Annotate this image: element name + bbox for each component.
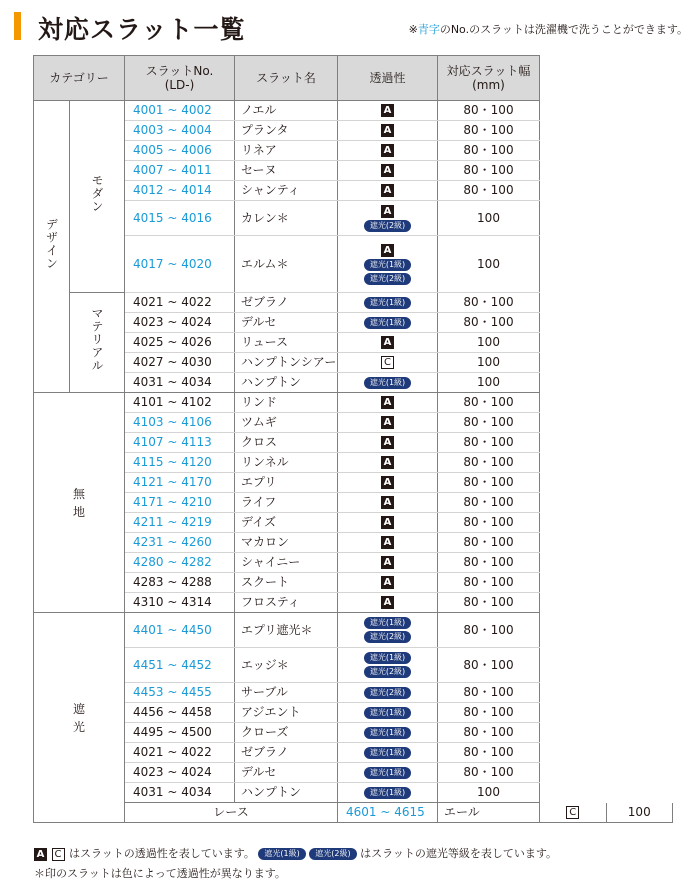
slat-name: マカロン xyxy=(235,533,338,553)
transmit-cell xyxy=(338,723,438,743)
slat-width: 100 xyxy=(438,783,540,803)
transmit-cell xyxy=(338,613,438,648)
table-row xyxy=(34,373,673,393)
slat-table xyxy=(33,55,673,823)
slat-name: エルム＊ xyxy=(235,236,338,293)
shade-grade1-badge: 遮光(1級) xyxy=(364,727,411,739)
table-row xyxy=(34,683,673,703)
transmit-cell xyxy=(338,161,438,181)
table-row xyxy=(34,743,673,763)
slat-width: 80・100 xyxy=(438,593,540,613)
transmit-cell xyxy=(338,293,438,313)
slat-width: 80・100 xyxy=(438,433,540,453)
slat-name: エール xyxy=(438,803,540,823)
shade-grade1-badge: 遮光(1級) xyxy=(364,377,411,389)
transmit-a-icon: A xyxy=(381,104,394,117)
category-lace: レース xyxy=(125,803,338,823)
transmit-cell xyxy=(338,703,438,723)
slat-width: 80・100 xyxy=(438,573,540,593)
header-slat-name: スラット名 xyxy=(235,56,338,101)
transmit-cell xyxy=(338,433,438,453)
slat-width: 100 xyxy=(438,236,540,293)
slat-width: 80・100 xyxy=(438,393,540,413)
transmit-a-icon: A xyxy=(381,244,394,257)
slat-width: 100 xyxy=(438,353,540,373)
transmit-cell xyxy=(338,181,438,201)
slat-no: 4601 ~ 4615 xyxy=(338,803,438,823)
slat-width: 100 xyxy=(438,333,540,353)
page-header xyxy=(6,6,696,44)
transmit-cell xyxy=(338,313,438,333)
legend-line-1: A C はスラットの透過性を表しています。 遮光(1級) 遮光(2級) はスラットの遮光等級を表しています。 xyxy=(34,845,557,861)
slat-name: ライフ xyxy=(235,493,338,513)
slat-name: リンド xyxy=(235,393,338,413)
header-slat-no: スラットNo. (LD-) xyxy=(125,56,235,101)
slat-name: カレン＊ xyxy=(235,201,338,236)
transmit-a-icon: A xyxy=(381,336,394,349)
slat-no: 4103 ~ 4106 xyxy=(125,413,235,433)
transmit-a-icon: A xyxy=(381,184,394,197)
table-row xyxy=(34,393,673,413)
slat-name: リンネル xyxy=(235,453,338,473)
table-row xyxy=(34,353,673,373)
slat-width: 80・100 xyxy=(438,293,540,313)
table-row xyxy=(34,161,673,181)
slat-no: 4231 ~ 4260 xyxy=(125,533,235,553)
slat-width: 80・100 xyxy=(438,763,540,783)
slat-no: 4451 ~ 4452 xyxy=(125,648,235,683)
transmit-a-icon: A xyxy=(381,416,394,429)
transmit-cell xyxy=(338,121,438,141)
table-row xyxy=(34,553,673,573)
slat-no: 4283 ~ 4288 xyxy=(125,573,235,593)
slat-no: 4012 ~ 4014 xyxy=(125,181,235,201)
slat-name: フロスティ xyxy=(235,593,338,613)
washable-note: ※青字のNo.のスラットは洗濯機で洗うことができます。 xyxy=(408,23,688,36)
transmit-a-icon: A xyxy=(381,396,394,409)
title-accent-bar xyxy=(14,12,21,40)
slat-width: 80・100 xyxy=(438,101,540,121)
slat-width: 100 xyxy=(438,373,540,393)
transmit-a-icon: A xyxy=(381,536,394,549)
shade-grade2-badge: 遮光(2級) xyxy=(364,631,411,643)
header-width: 対応スラット幅 (mm) xyxy=(438,56,540,101)
slat-no: 4015 ~ 4016 xyxy=(125,201,235,236)
transmit-cell xyxy=(540,803,607,823)
slat-name: プランタ xyxy=(235,121,338,141)
transmit-a-icon: A xyxy=(381,456,394,469)
transmit-a-icon: A xyxy=(381,205,394,218)
slat-name: サーブル xyxy=(235,683,338,703)
transmit-cell xyxy=(338,743,438,763)
slat-name: ハンプトン xyxy=(235,373,338,393)
note-blue-word: 青字 xyxy=(417,23,440,36)
slat-no: 4115 ~ 4120 xyxy=(125,453,235,473)
transmit-cell xyxy=(338,533,438,553)
table-row xyxy=(34,803,673,823)
slat-width: 80・100 xyxy=(438,313,540,333)
transmit-cell xyxy=(338,648,438,683)
table-row xyxy=(34,293,673,313)
shade-grade1-badge: 遮光(1級) xyxy=(364,652,411,664)
slat-width: 80・100 xyxy=(438,648,540,683)
table-row xyxy=(34,648,673,683)
table-row xyxy=(34,763,673,783)
slat-name: デイズ xyxy=(235,513,338,533)
transmit-cell xyxy=(338,353,438,373)
legend-shade1-badge: 遮光(1級) xyxy=(258,848,305,860)
table-row xyxy=(34,101,673,121)
slat-width: 80・100 xyxy=(438,141,540,161)
slat-width: 80・100 xyxy=(438,181,540,201)
table-row xyxy=(34,783,673,803)
transmit-cell xyxy=(338,453,438,473)
transmit-cell xyxy=(338,763,438,783)
slat-name: ノエル xyxy=(235,101,338,121)
header-transmittance: 透過性 xyxy=(338,56,438,101)
slat-no: 4401 ~ 4450 xyxy=(125,613,235,648)
table-row xyxy=(34,181,673,201)
slat-no: 4021 ~ 4022 xyxy=(125,743,235,763)
slat-width: 80・100 xyxy=(438,553,540,573)
slat-width: 100 xyxy=(606,803,673,823)
slat-no: 4003 ~ 4004 xyxy=(125,121,235,141)
transmit-a-icon: A xyxy=(381,164,394,177)
slat-name: エプリ遮光＊ xyxy=(235,613,338,648)
slat-width: 100 xyxy=(438,201,540,236)
page-title: 対応スラット一覧 xyxy=(38,15,246,44)
transmit-cell xyxy=(338,473,438,493)
table-row xyxy=(34,493,673,513)
slat-name: スクート xyxy=(235,573,338,593)
table-row xyxy=(34,413,673,433)
slat-name: ゼブラノ xyxy=(235,743,338,763)
slat-width: 80・100 xyxy=(438,453,540,473)
shade-grade2-badge: 遮光(2級) xyxy=(364,666,411,678)
legend-c-icon: C xyxy=(52,848,65,861)
slat-no: 4025 ~ 4026 xyxy=(125,333,235,353)
transmit-a-icon: A xyxy=(381,496,394,509)
subcategory-material: マテリアル xyxy=(70,293,125,393)
table-row xyxy=(34,703,673,723)
transmit-a-icon: A xyxy=(381,576,394,589)
transmit-cell xyxy=(338,683,438,703)
category-blackout: 遮 光 xyxy=(34,613,125,823)
transmit-cell xyxy=(338,373,438,393)
transmit-cell xyxy=(338,141,438,161)
table-row xyxy=(34,141,673,161)
transmit-cell xyxy=(338,393,438,413)
slat-no: 4280 ~ 4282 xyxy=(125,553,235,573)
transmit-c-icon: C xyxy=(381,356,394,369)
slat-no: 4031 ~ 4034 xyxy=(125,373,235,393)
table-row xyxy=(34,236,673,293)
table-row xyxy=(34,201,673,236)
category-plain: 無 地 xyxy=(34,393,125,613)
transmit-a-icon: A xyxy=(381,124,394,137)
table-row xyxy=(34,473,673,493)
slat-width: 80・100 xyxy=(438,513,540,533)
slat-name: デルセ xyxy=(235,313,338,333)
slat-no: 4171 ~ 4210 xyxy=(125,493,235,513)
slat-name: クロス xyxy=(235,433,338,453)
category-design: デザイン xyxy=(34,101,70,393)
slat-no: 4121 ~ 4170 xyxy=(125,473,235,493)
slat-no: 4101 ~ 4102 xyxy=(125,393,235,413)
subcategory-modern: モダン xyxy=(70,101,125,293)
transmit-a-icon: A xyxy=(381,436,394,449)
transmit-a-icon: A xyxy=(381,596,394,609)
slat-width: 80・100 xyxy=(438,413,540,433)
legend-line-2: ＊印のスラットは色によって透過性が異なります。 xyxy=(34,867,286,880)
table-row xyxy=(34,313,673,333)
transmit-cell xyxy=(338,553,438,573)
slat-width: 80・100 xyxy=(438,473,540,493)
table-row xyxy=(34,573,673,593)
transmit-cell xyxy=(338,513,438,533)
transmit-cell xyxy=(338,593,438,613)
slat-no: 4211 ~ 4219 xyxy=(125,513,235,533)
table-row xyxy=(34,513,673,533)
slat-width: 80・100 xyxy=(438,533,540,553)
header-category: カテゴリー xyxy=(34,56,125,101)
transmit-a-icon: A xyxy=(381,516,394,529)
table-row xyxy=(34,533,673,553)
slat-width: 80・100 xyxy=(438,493,540,513)
slat-name: ゼブラノ xyxy=(235,293,338,313)
legend-shade2-badge: 遮光(2級) xyxy=(309,848,356,860)
slat-no: 4023 ~ 4024 xyxy=(125,313,235,333)
slat-name: クローズ xyxy=(235,723,338,743)
transmit-cell xyxy=(338,783,438,803)
shade-grade1-badge: 遮光(1級) xyxy=(364,617,411,629)
table-header-row xyxy=(34,56,673,101)
transmit-a-icon: A xyxy=(381,144,394,157)
transmit-cell xyxy=(338,573,438,593)
slat-no: 4007 ~ 4011 xyxy=(125,161,235,181)
slat-name: ハンプトンシアー xyxy=(235,353,338,373)
slat-width: 80・100 xyxy=(438,723,540,743)
slat-width: 80・100 xyxy=(438,703,540,723)
table-row xyxy=(34,433,673,453)
slat-name: リュース xyxy=(235,333,338,353)
slat-name: アジエント xyxy=(235,703,338,723)
slat-name: リネア xyxy=(235,141,338,161)
slat-no: 4456 ~ 4458 xyxy=(125,703,235,723)
table-row xyxy=(34,333,673,353)
transmit-c-icon: C xyxy=(566,806,579,819)
slat-name: デルセ xyxy=(235,763,338,783)
slat-width: 80・100 xyxy=(438,683,540,703)
slat-no: 4027 ~ 4030 xyxy=(125,353,235,373)
table-row xyxy=(34,453,673,473)
shade-grade1-badge: 遮光(1級) xyxy=(364,787,411,799)
shade-grade2-badge: 遮光(2級) xyxy=(364,687,411,699)
slat-no: 4495 ~ 4500 xyxy=(125,723,235,743)
shade-grade1-badge: 遮光(1級) xyxy=(364,767,411,779)
transmit-a-icon: A xyxy=(381,556,394,569)
slat-name: セーヌ xyxy=(235,161,338,181)
slat-no: 4005 ~ 4006 xyxy=(125,141,235,161)
slat-no: 4453 ~ 4455 xyxy=(125,683,235,703)
table-row xyxy=(34,613,673,648)
slat-width: 80・100 xyxy=(438,613,540,648)
slat-width: 80・100 xyxy=(438,743,540,763)
slat-name: ハンプトン xyxy=(235,783,338,803)
table-row xyxy=(34,121,673,141)
transmit-cell xyxy=(338,101,438,121)
slat-width: 80・100 xyxy=(438,161,540,181)
slat-name: ツムギ xyxy=(235,413,338,433)
slat-name: エッジ＊ xyxy=(235,648,338,683)
shade-grade1-badge: 遮光(1級) xyxy=(364,259,411,271)
transmit-cell xyxy=(338,201,438,236)
transmit-a-icon: A xyxy=(381,476,394,489)
transmit-cell xyxy=(338,236,438,293)
slat-no: 4107 ~ 4113 xyxy=(125,433,235,453)
legend-a-icon: A xyxy=(34,848,47,861)
slat-no: 4021 ~ 4022 xyxy=(125,293,235,313)
shade-grade1-badge: 遮光(1級) xyxy=(364,707,411,719)
slat-name: エプリ xyxy=(235,473,338,493)
slat-no: 4017 ~ 4020 xyxy=(125,236,235,293)
shade-grade2-badge: 遮光(2級) xyxy=(364,220,411,232)
slat-width: 80・100 xyxy=(438,121,540,141)
slat-no: 4023 ~ 4024 xyxy=(125,763,235,783)
shade-grade1-badge: 遮光(1級) xyxy=(364,747,411,759)
slat-no: 4031 ~ 4034 xyxy=(125,783,235,803)
table-row xyxy=(34,593,673,613)
shade-grade2-badge: 遮光(2級) xyxy=(364,273,411,285)
shade-grade1-badge: 遮光(1級) xyxy=(364,317,411,329)
transmit-cell xyxy=(338,493,438,513)
shade-grade1-badge: 遮光(1級) xyxy=(364,297,411,309)
slat-no: 4310 ~ 4314 xyxy=(125,593,235,613)
table-row xyxy=(34,723,673,743)
transmit-cell xyxy=(338,413,438,433)
slat-name: シャイニー xyxy=(235,553,338,573)
slat-name: シャンティ xyxy=(235,181,338,201)
slat-no: 4001 ~ 4002 xyxy=(125,101,235,121)
transmit-cell xyxy=(338,333,438,353)
